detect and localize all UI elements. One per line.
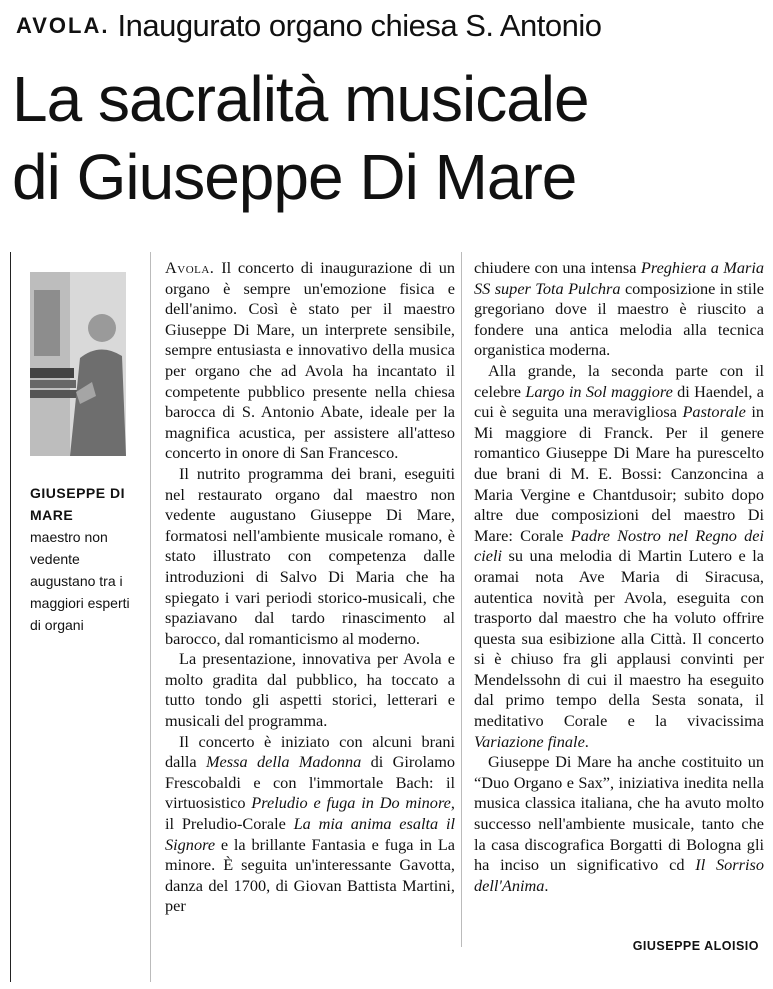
caption-name: GIUSEPPE DI MARE (30, 485, 125, 523)
article-text: Alla grande, la seconda parte con il celebre (474, 360, 764, 401)
dateline: Avola. (165, 258, 215, 277)
kicker-subhead: Inaugurato organo chiesa S. Antonio (117, 8, 602, 43)
column-rule (461, 252, 462, 947)
article-text: Giuseppe Di Mare ha anche costituito un “Duo Organo e Sax”, iniziativa inedita nella musica classica italiana, che ha avuto molto successo nell'ambiente musicale, tanto che la casa discografica Borgatti di Bologna gli ha inciso un significativo cd (474, 752, 764, 875)
portrait-photo (30, 272, 126, 456)
sidebar-rule (10, 252, 11, 982)
article-text: La presentazione, innovativa per Avola e molto gradita dal pubblico, ha toccato a tutto tondo gli aspetti storici, letterari e musicali del programma. (165, 649, 455, 731)
article-text: composizione in stile gregoriano dove il maestro è riuscito a fondere una antica melodia alla tecnica organistica moderna. (474, 278, 764, 360)
caption-text: maestro non vedente augustano tra i maggiori esperti di organi (30, 529, 130, 633)
article-text: Il concerto di inaugurazione di un organo è sempre un'emozione fisica e dell'animo. Così è stato per il maestro Giuseppe Di Mare, un interprete sensibile, sempre entusiasta e innovativo della musica per organo che ad Avola ha incantato il competente pubblico presente nella chiesa barocca di S. Antonio Abate, ideale per la magnifica acustica, per assistere all'atteso concerto in onore di San Francesco. (165, 258, 455, 463)
article-paragraph (165, 732, 455, 917)
article-text: Il nutrito programma dei brani, eseguiti nel restaurato organo dal maestro non vedente augustano Giuseppe Di Mare, formatosi nell'ambiente musicale romano, è stato illustrato con competenza dalle introduzioni di Salvo Di Maria che ha spiegato i vari periodi storico-musicali, che spaziavano dal tardo rinascimento al barocco, dal romanticismo al moderno. (165, 463, 455, 648)
work-title: Messa della Madonna (206, 752, 362, 772)
article-text: in Mi maggiore di Franck. Per il genere romantico Giuseppe Di Mare ha purescelto due brani di M. E. Bossi: Canzoncina a Maria Vergine e Chantdusoir; subito dopo altre due composizioni del maestro Di Mare: Corale (474, 402, 764, 545)
article-paragraph (165, 464, 455, 649)
article-paragraph (474, 258, 764, 361)
article-text: Il concerto è iniziato con alcuni brani dalla (165, 731, 455, 772)
article-column-2 (474, 258, 764, 896)
article-column-1 (165, 258, 455, 917)
article-text: chiudere con una intensa (474, 258, 641, 277)
work-title: Preghiera a Maria SS super Tota Pulchra (474, 258, 764, 298)
byline: GIUSEPPE ALOISIO (632, 939, 759, 953)
photo-caption (30, 482, 142, 636)
article-paragraph (165, 649, 455, 731)
headline (12, 60, 772, 216)
work-title: La mia anima esalta il Signore (165, 814, 455, 854)
article-text: di Girolamo Frescobaldi e con l'immortale Bach: il virtuosistico (165, 752, 456, 813)
article-text: . (544, 875, 549, 895)
kicker (16, 8, 602, 52)
work-title: Pastorale (682, 402, 746, 422)
column-rule (150, 252, 151, 982)
kicker-place: AVOLA. (16, 13, 110, 38)
article-paragraph (474, 361, 764, 752)
article-text: di Haendel, a cui è seguita una meravigliosa (474, 381, 764, 422)
work-title: Padre Nostro nel Regno dei cieli (474, 525, 764, 566)
work-title: Il Sorriso dell'Anima (474, 855, 764, 895)
headline-line-2: di Giuseppe Di Mare (12, 141, 577, 213)
article-text: . (584, 731, 589, 751)
article-text: , il Preludio-Corale (165, 793, 455, 834)
work-title: Variazione finale (474, 731, 585, 751)
article-paragraph (165, 258, 455, 464)
article-text: e la brillante Fantasia e fuga in La minore. È seguita un'interessante Gavotta, danza del 1700, di Giovan Battista Martini, per (165, 834, 455, 916)
work-title: Largo in Sol maggiore (525, 381, 673, 401)
article-text: su una melodia di Martin Lutero e la oramai nota Ave Maria di Siracusa, autentica novità per Avola, eseguita con trasporto dal maestro che ha voluto offrire questa sua esibizione alla Città. Il concerto si è chiuso fra gli applausi convinti per Mendelssohn di cui il maestro ha eseguito dal primo tempo della Sesta sonata, il meditativo Corale e la vivacissima (474, 546, 764, 731)
headline-line-1: La sacralità musicale (12, 63, 589, 135)
article-paragraph (474, 752, 764, 896)
work-title: Preludio e fuga in Do minore (251, 793, 451, 813)
